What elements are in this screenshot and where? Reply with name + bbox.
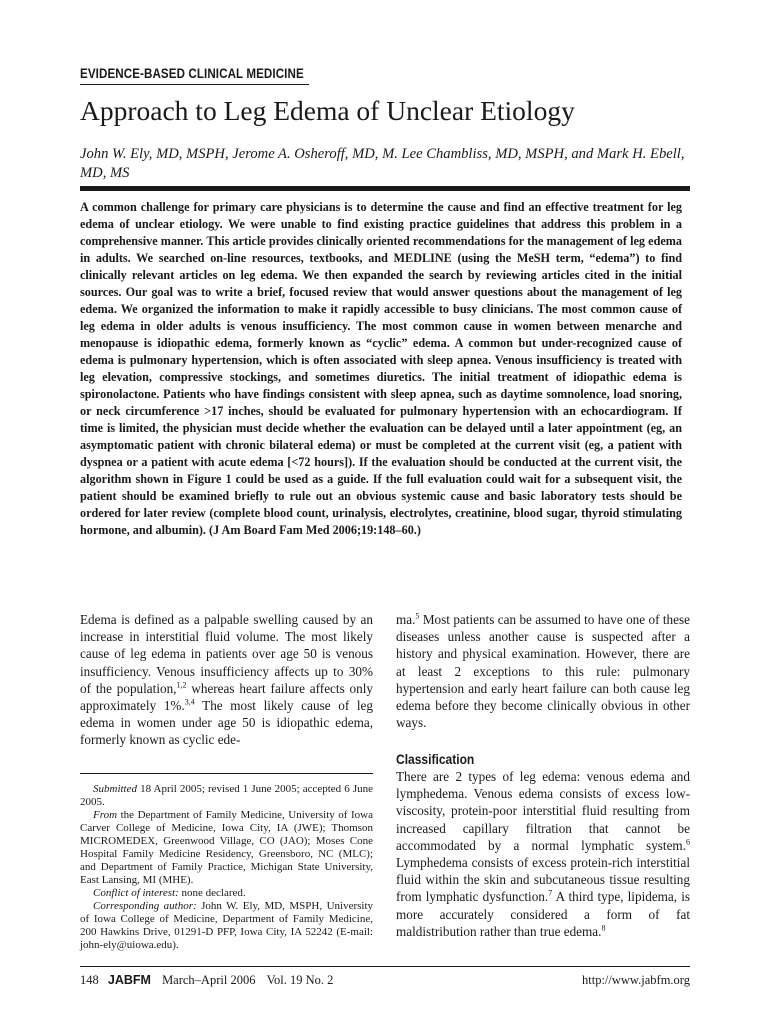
classification-heading: Classification <box>396 751 475 767</box>
author-list: John W. Ely, MD, MSPH, Jerome A. Osheroff, MD, M. Lee Chambliss, MD, MSPH, and Mark H. Ebell, MD, MS <box>80 146 685 181</box>
footnote-corresponding <box>80 900 373 952</box>
citation: 3,4 <box>184 697 195 707</box>
footer-divider <box>80 966 690 967</box>
body-text: There are 2 types of leg edema: venous edema and lymphedema. Venous edema consists of excess low-viscosity, protein-poor interstitial fluid resulting from increased capillary filtration that cannot be accommodated by a normal lymphatic system. <box>396 769 690 853</box>
footnote-text: none declared. <box>178 887 246 899</box>
footnote-divider <box>80 773 373 774</box>
footnote-label: From <box>93 809 118 821</box>
volume-number: Vol. 19 No. 2 <box>266 973 334 987</box>
article-title: Approach to Leg Edema of Unclear Etiology <box>80 95 575 126</box>
citation: 1,2 <box>176 680 187 690</box>
page-footer-citation <box>80 973 333 988</box>
citation: 7 <box>548 889 553 899</box>
issue-date: March–April 2006 <box>162 973 256 987</box>
title-divider <box>80 186 690 191</box>
abstract: A common challenge for primary care physicians is to determine the cause and find an effective treatment for leg edema of unclear etiology. We were unable to find existing practice guidelines that address this problem in a comprehensive manner. This article provides clinically oriented recommendations for the management of leg edema in adults. We searched on-line resources, textbooks, and MEDLINE (using the MeSH term, “edema”) to find clinically relevant articles on leg edema. We then expanded the search by reviewing articles cited in the initial sources. Our goal was to write a brief, focused review that would answer questions about the management of leg edema. We organized the information to make it rapidly accessible to busy clinicians. The most common cause of leg edema in older adults is venous insufficiency. The most common cause in women between menarche and menopause is idiopathic edema, formerly known as “cyclic” edema. A common but under-recognized cause of edema is pulmonary hypertension, which is often associated with sleep apnea. Venous insufficiency is treated with leg elevation, compressive stockings, and sometimes diuretics. The initial treatment of idiopathic edema is spironolactone. Patients who have findings consistent with sleep apnea, such as daytime somnolence, load snoring, or neck circumference >17 inches, should be evaluated for pulmonary hypertension with an echocardiogram. If time is limited, the physician must decide whether the evaluation can be delayed until a later appointment (eg, an asymptomatic patient with chronic bilateral edema) or must be completed at the current visit (eg, a patient with dyspnea or a patient with acute edema [<72 hours]). If the evaluation should be conducted at the current visit, the algorithm shown in Figure 1 could be used as a guide. If the full evaluation could wait for a subsequent visit, the patient should be examined briefly to rule out an obvious systemic cause and basic laboratory tests should be ordered for later review (complete blood count, urinalysis, electrolytes, creatinine, blood sugar, thyroid stimulating hormone, and albumin). (J Am Board Fam Med 2006;19:148–60.) <box>80 200 682 537</box>
section-label: EVIDENCE-BASED CLINICAL MEDICINE <box>80 66 304 81</box>
body-text: ma. <box>396 612 416 627</box>
footnote-label: Corresponding author: <box>93 900 197 912</box>
footnote-conflict <box>80 887 373 900</box>
body-text: Most patients can be assumed to have one of these diseases unless another cause is suspected after a history and physical examination. However, there are at least 2 exceptions to this rule: pulmonary hypertension and early heart failure can both cause leg edema before they become clinically obvious in other ways. <box>396 612 690 731</box>
footnote-label: Submitted <box>93 783 137 795</box>
section-label-underline <box>80 84 309 85</box>
body-text: The most likely cause of leg edema in women under age 50 is idiopathic edema, formerly known as cyclic ede- <box>80 698 374 748</box>
footnote-text: 18 April 2005; revised 1 June 2005; accepted 6 June 2005. <box>80 783 373 808</box>
footnote-text: John W. Ely, MD, MSPH, University of Iowa College of Medicine, Department of Family Medicine, 200 Hawkins Drive, 01291-D PFP, Iowa City, IA 52242 (E-mail: john-ely@uiowa.edu). <box>80 900 374 951</box>
citation: 6 <box>686 837 690 847</box>
footnote-text: the Department of Family Medicine, University of Iowa Carver College of Medicine, Iowa City, IA (JWE); Thomson MICROMEDEX, Greenwood Village, CO (JAO); Moses Cone Hospital Family Medicine Residency, Greensboro, NC (MLC); and Department of Family Practice, Michigan State University, East Lansing, MI (MHE). <box>80 809 373 886</box>
footnote-affiliation <box>80 809 373 887</box>
footnotes <box>80 783 373 952</box>
journal-url[interactable]: http://www.jabfm.org <box>582 973 690 987</box>
body-text: Edema is defined as a palpable swelling caused by an increase in interstitial fluid volume. The most likely cause of leg edema in patients over age 50 is venous insufficiency. Venous insufficiency affects up to 30% of the population, <box>80 612 373 696</box>
body-text: Lymphedema consists of excess protein-rich interstitial fluid within the skin and subcutaneous tissue resulting from lymphatic dysfunction. <box>396 855 690 905</box>
body-text: whereas heart failure affects only approximately 1%. <box>80 680 373 714</box>
citation: 5 <box>415 611 420 621</box>
journal-name: JABFM <box>107 973 151 987</box>
footnote-label: Conflict of interest: <box>93 887 179 899</box>
footnote-submitted <box>80 783 373 809</box>
citation: 8 <box>601 923 606 933</box>
classification-paragraph <box>396 768 690 940</box>
body-right-paragraph <box>396 611 690 731</box>
body-left-paragraph <box>80 611 373 749</box>
body-text: A third type, lipidema, is more accurately considered a form of fat maldistribution rather than true edema. <box>396 889 691 939</box>
page-number: 148 <box>80 973 99 987</box>
